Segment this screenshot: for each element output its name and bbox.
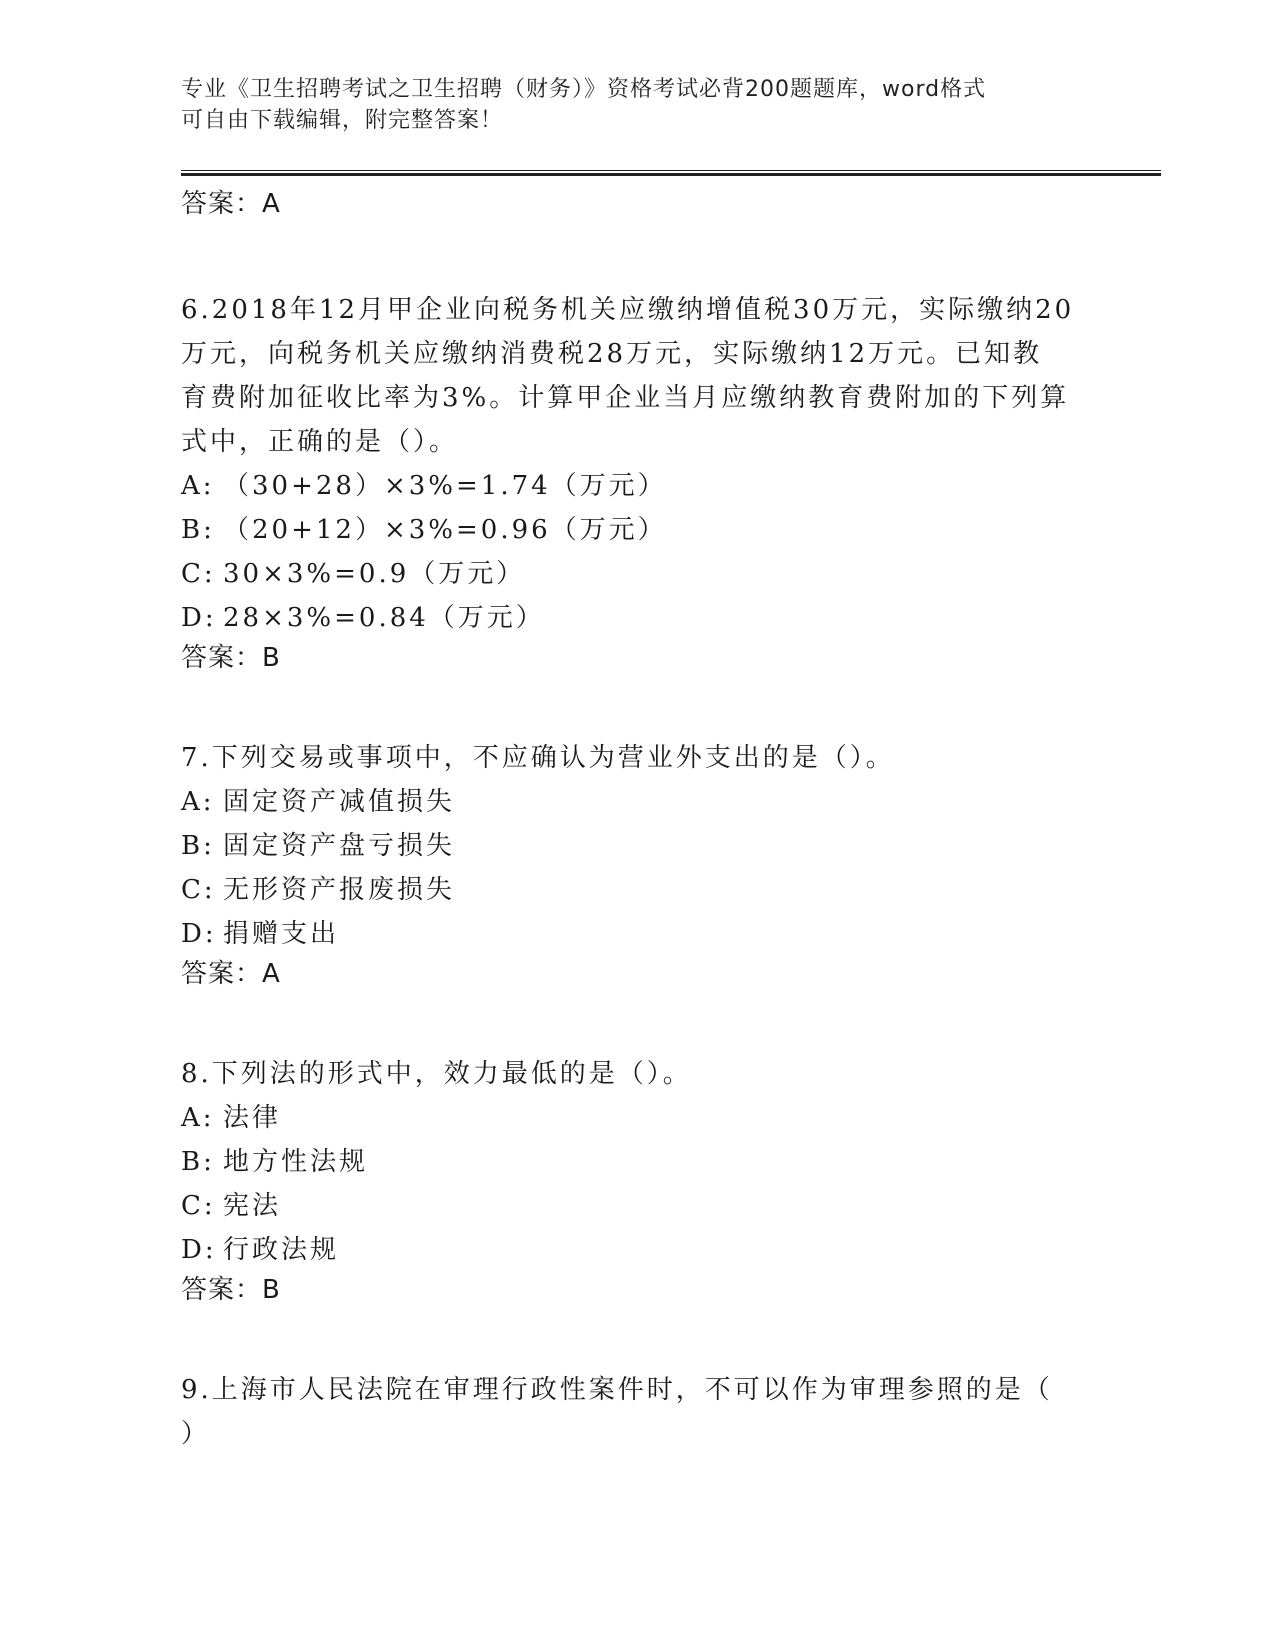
option-text: 30×3%=0.9（万元）	[223, 559, 526, 589]
question-stem-line: 万元，向税务机关应缴纳消费税28万元，实际缴纳12万元。已知教	[181, 339, 1043, 369]
option-key: C:	[181, 559, 216, 589]
option-text: （30+28）×3%=1.74（万元）	[223, 471, 667, 501]
question-content	[181, 186, 1081, 1456]
answer-line: 答案：A	[181, 189, 281, 219]
document-header	[181, 74, 1061, 136]
header-rule-thin	[181, 170, 1161, 171]
option-key: B:	[181, 1147, 215, 1177]
option-key: A:	[181, 471, 215, 501]
question-7	[181, 736, 1081, 992]
option-c	[181, 1184, 1081, 1228]
header-rule-thick	[181, 173, 1161, 176]
option-text: 固定资产盘亏损失	[223, 831, 456, 861]
question-8	[181, 1052, 1081, 1308]
option-text: 无形资产报废损失	[223, 875, 456, 905]
option-text: （20+12）×3%=0.96（万元）	[223, 515, 667, 545]
option-b	[181, 1140, 1081, 1184]
option-text: 行政法规	[223, 1235, 340, 1265]
option-key: A:	[181, 787, 215, 817]
option-text: 地方性法规	[223, 1147, 369, 1177]
option-d	[181, 1228, 1081, 1272]
option-text: 固定资产减值损失	[223, 787, 456, 817]
answer-line: 答案：B	[181, 1275, 281, 1305]
option-key: D:	[181, 603, 217, 633]
option-text: 28×3%=0.84（万元）	[223, 603, 545, 633]
option-key: C:	[181, 1191, 216, 1221]
question-stem-line: 9.上海市人民法院在审理行政性案件时，不可以作为审理参照的是（	[181, 1375, 1053, 1405]
answer-line: 答案：A	[181, 959, 281, 989]
option-d	[181, 912, 1081, 956]
option-key: C:	[181, 875, 216, 905]
option-key: B:	[181, 831, 215, 861]
option-a	[181, 464, 1081, 508]
option-c	[181, 552, 1081, 596]
question-stem-line: 式中，正确的是（）。	[181, 427, 459, 457]
option-text: 法律	[223, 1103, 282, 1133]
question-6	[181, 288, 1081, 676]
option-key: D:	[181, 1235, 217, 1265]
option-a	[181, 780, 1081, 824]
header-line-1: 专业《卫生招聘考试之卫生招聘（财务）》资格考试必背200题题库，word格式	[181, 77, 987, 102]
option-key: D:	[181, 919, 217, 949]
option-text: 捐赠支出	[223, 919, 340, 949]
option-c	[181, 868, 1081, 912]
question-stem-line: 育费附加征收比率为3%。计算甲企业当月应缴纳教育费附加的下列算	[181, 383, 1070, 413]
option-b	[181, 508, 1081, 552]
option-key: B:	[181, 515, 215, 545]
option-text: 宪法	[223, 1191, 282, 1221]
question-stem-line: 6.2018年12月甲企业向税务机关应缴纳增值税30万元，实际缴纳20	[181, 295, 1075, 325]
option-d	[181, 596, 1081, 640]
option-b	[181, 824, 1081, 868]
question-stem-line: 7.下列交易或事项中，不应确认为营业外支出的是（）。	[181, 743, 895, 773]
option-key: A:	[181, 1103, 215, 1133]
question-9	[181, 1368, 1081, 1456]
question-stem-line: 8.下列法的形式中，效力最低的是（）。	[181, 1059, 692, 1089]
option-a	[181, 1096, 1081, 1140]
answer-line: 答案：B	[181, 643, 281, 673]
header-line-2: 可自由下载编辑，附完整答案！	[181, 108, 504, 133]
question-stem-line: ）	[181, 1419, 211, 1449]
